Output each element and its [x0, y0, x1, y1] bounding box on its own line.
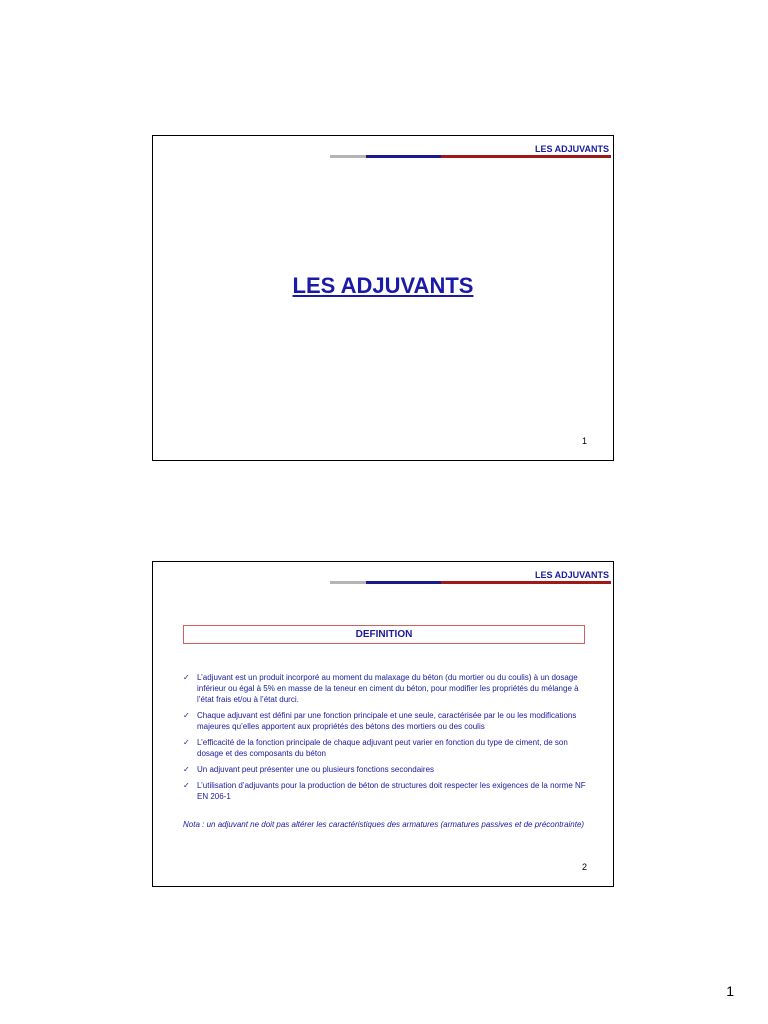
slide-1: [152, 135, 614, 461]
checkmark-icon: ✓: [183, 711, 190, 720]
checkmark-icon: ✓: [183, 781, 190, 790]
list-item: [183, 672, 593, 705]
header-bar-gray: [330, 155, 366, 158]
slide-header-label: LES ADJUVANTS: [534, 144, 609, 154]
slide-title: LES ADJUVANTS: [292, 273, 474, 298]
bullet-text: L’efficacité de la fonction principale de chaque adjuvant peut varier en fonction du type de ciment, de son dosage et des composants du béton: [197, 738, 568, 758]
slide-2: [152, 561, 614, 887]
checkmark-icon: ✓: [183, 765, 190, 774]
nota-text: Nota : un adjuvant ne doit pas altérer les caractéristiques des armatures (armatures passives et de précontrainte): [183, 820, 585, 829]
list-item: [183, 737, 593, 759]
page-number: 1: [726, 983, 734, 999]
checkmark-icon: ✓: [183, 738, 190, 747]
slide-number: 1: [581, 436, 587, 446]
slide-header-label: LES ADJUVANTS: [534, 570, 609, 580]
bullet-text: Un adjuvant peut présenter une ou plusieurs fonctions secondaires: [197, 765, 435, 774]
header-bar-blue: [366, 155, 441, 158]
definition-bullet-list: [183, 672, 593, 807]
list-item: [183, 764, 593, 775]
bullet-text: L’adjuvant est un produit incorporé au moment du malaxage du béton (du mortier ou du coulis) à un dosage inférieur ou égal à 5% en masse de la teneur en ciment du béton, pour modifier les propriétés du mélange à l’état frais et/ou à l’état durci.: [197, 673, 579, 704]
bullet-text: L’utilisation d’adjuvants pour la production de béton de structures doit respecter les exigences de la norme NF EN 206-1: [197, 781, 586, 801]
header-bar-red: [441, 155, 611, 158]
section-heading-definition: DEFINITION: [183, 625, 585, 644]
header-bar-red: [441, 581, 611, 584]
bullet-text: Chaque adjuvant est défini par une fonction principale et une seule, caractérisée par le ou les modifications majeures qu’elles apportent aux propriétés des bétons des mortiers ou des coulis: [197, 711, 577, 731]
list-item: [183, 710, 593, 732]
checkmark-icon: ✓: [183, 673, 190, 682]
header-bar-gray: [330, 581, 366, 584]
slide-number: 2: [581, 862, 587, 872]
header-bar-blue: [366, 581, 441, 584]
list-item: [183, 780, 593, 802]
